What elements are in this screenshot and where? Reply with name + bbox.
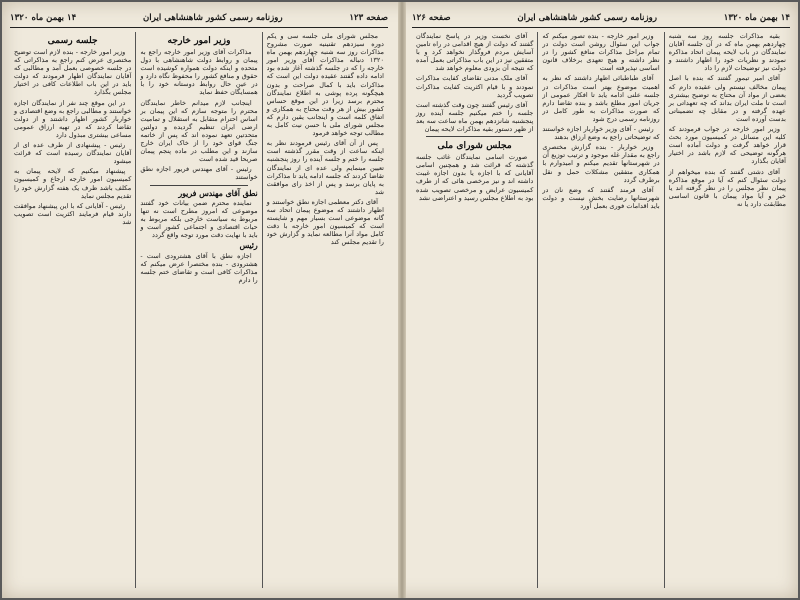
paragraph: بقیه مذاکرات جلسه روز سه شنبه چهاردهم بهمن ماه که در آن جلسه آقایان نمایندگان در باب لایحه پیمان اتحاد مذاکره نمودند و نظریات خود را اظهار داشتند و دولت نیز توضیحات لازم را داد — [668, 32, 786, 73]
section-heading: وزیر امور خارجه — [167, 35, 231, 46]
paragraph: رئیس - آقایانی که با این پیشنهاد موافقت دارند قیام فرمایند اکثریت است تصویب شد — [14, 201, 132, 226]
divider — [150, 185, 247, 186]
paragraph: وزیر امور خارجه - بنده لازم است توضیح مختصری عرض کنم راجع به مذاکراتی که در جلسه خصوصی بعمل آمد و مطالبی که آقایان نمایندگان اظهار فرمودند که دولت باید در این باب اطلاعات کافی در اختیار مجلس بگذارد — [14, 48, 132, 97]
paragraph: در این موقع چند نفر از نمایندگان اجازه خواستند و مطالبی راجع به وضع اقتصادی و خواربار کشور اظهار داشتند و از دولت تقاضا کردند که در تهیه ارزاق عمومی مساعی بیشتری مبذول دارد — [14, 98, 132, 139]
left-column-1 — [262, 32, 388, 588]
paragraph: آقای نخست وزیر در پاسخ نمایندگان گفتند که دولت از هیچ اقدامی در راه تامین آسایش مردم فروگذار نخواهد کرد و با متفقین نیز در این باب مذاکراتی بعمل آمده که نتیجه آن بزودی معلوم خواهد شد — [416, 32, 534, 73]
paragraph: رئیس - آقای وزیر خواربار اجازه خواستند که توضیحاتی راجع به وضع ارزاق بدهند — [542, 125, 660, 142]
sub-heading: رئیس — [239, 241, 258, 251]
right-columns — [412, 32, 790, 588]
right-header-date: ۱۴ بهمن ماه ۱۳۲۰ — [723, 12, 790, 23]
left-running-head — [10, 10, 388, 28]
paragraph: اینجانب لازم میدانم خاطر نمایندگان محترم را متوجه سازم که این پیمان بر اساس احترام متقابل به استقلال و تمامیت ارضی ایران تنظیم گردیده و دولتین متحدتین تعهد نموده اند که پس از خاتمه جنگ قوای خود را از خاک ایران خارج سازند و این مطلب در ماده پنجم پیمان صریحا قید شده است — [140, 98, 258, 164]
paragraph: آقای امیر تیمور گفتند که بنده با اصل پیمان مخالف نیستم ولی عقیده دارم که بعضی از مواد آن محتاج به توضیح بیشتری است تا ملت ایران بداند که چه تعهداتی بر عهده گرفته و در مقابل چه تضمیناتی بدست آورده است — [668, 74, 786, 123]
paragraph: مذاکرات آقای وزیر امور خارجه راجع به پیمان و روابط دولت شاهنشاهی با دول متحده و اینکه دولت همواره کوشیده است حقوق و منافع کشور را محفوظ نگاه دارد و در عین حال روابط دوستانه خود را با همسایگان حفظ نماید — [140, 48, 258, 97]
sub-heading: نطق آقای مهندس فریور — [178, 188, 258, 198]
left-header-title: روزنامه رسمی کشور شاهنشاهی ایران — [143, 12, 283, 23]
paragraph: رئیس - آقای مهندس فریور اجازه نطق خواستند — [140, 165, 258, 182]
paragraph: پس از آن آقای رئیس فرمودند نظر به اینکه ساعت از وقت مقرر گذشته است جلسه را ختم و جلسه آینده را روز پنجشنبه تعیین مینمایم ولی عده ای از نمایندگان تقاضا کردند که جلسه ادامه یابد تا مذاکرات به پایان برسد و پس از اخذ رای موافقت شد — [266, 139, 384, 196]
left-header-date: ۱۴ بهمن ماه ۱۳۲۰ — [10, 12, 77, 23]
paragraph: وزیر امور خارجه - بنده تصور میکنم که جواب این سئوال روشن است دولت در تمام مراحل مذاکرات منافع کشور را در نظر داشته و هیچ تعهدی برخلاف قانون اساسی نپذیرفته است — [542, 32, 660, 73]
right-page-number: صفحه ۱۲۶ — [412, 12, 451, 23]
left-page — [2, 2, 396, 598]
newspaper-spread — [2, 2, 798, 598]
paragraph: نماینده محترم ضمن بیانات خود گفتند موضوعی که امروز مطرح است نه تنها مربوط به سیاست خارجی بلکه مربوط به حیات اقتصادی و اجتماعی کشور است و باید با نهایت دقت مورد توجه واقع گردد — [140, 199, 258, 240]
left-column-2 — [135, 32, 261, 588]
right-header-title: روزنامه رسمی کشور شاهنشاهی ایران — [517, 12, 657, 23]
paragraph: آقای طباطبائی اظهار داشتند که نظر به اهمیت موضوع بهتر است مذاکرات در جلسه علنی ادامه یابد تا افکار عمومی از جریان امور مطلع باشد و بنده تقاضا دارم که صورت مذاکرات به طور کامل در روزنامه رسمی درج شود — [542, 74, 660, 123]
paragraph: مجلس شورای ملی جلسه سی و یکم دوره سیزدهم تقنینیه صورت مشروح مذاکرات روز سه شنبه چهاردهم بهمن ماه ۱۳۲۰ دنباله مذاکرات آقای وزیر امور خارجه را که در جلسه گذشته آغاز شده بود ادامه داده گفتند عقیده دولت این است که مذاکرات باید با کمال صراحت و بدون هیچگونه پرده پوشی به اطلاع نمایندگان محترم برسد زیرا در این موقع حساس کشور بیش از هر وقت محتاج به همکاری و اتفاق کلمه است و اینجانب یقین دارم که مجلس شورای ملی با حسن نیت کامل به مطالب توجه خواهد فرمود — [266, 32, 384, 138]
paragraph: آقای فرمند گفتند که وضع نان در شهرستانها رضایت بخش نیست و دولت باید اقدامات فوری بعمل آورد — [542, 185, 660, 210]
divider — [426, 136, 523, 137]
right-column-2 — [537, 32, 663, 588]
right-column-1 — [664, 32, 790, 588]
section-heading: جلسه رسمی — [47, 35, 98, 46]
paragraph: رئیس - پیشنهادی از طرف عده ای از آقایان نمایندگان رسیده است که قرائت میشود — [14, 141, 132, 166]
section-heading: مجلس شورای ملی — [437, 140, 512, 152]
paragraph: وزیر امور خارجه در جواب فرمودند که کلیه این مسائل در کمیسیون مورد بحث قرار خواهد گرفت و دولت آماده است هرگونه توضیحی که لازم باشد در اختیار آقایان بگذارد — [668, 125, 786, 166]
right-running-head — [412, 10, 790, 28]
left-columns — [10, 32, 388, 588]
paragraph: آقای دشتی گفتند که بنده میخواهم از دولت سئوال کنم که آیا در موقع مذاکره پیمان نظر مجلس را در نظر گرفته اند یا خیر و آیا مواد پیمان با قانون اساسی مطابقت دارد یا نه — [668, 167, 786, 208]
paragraph: صورت اسامی نمایندگان غائب جلسه گذشته که قرائت شد و همچنین اسامی آقایانی که با اجازه یا بدون اجازه غیبت داشته اند و نیز مرخصی هائی که از طرف کمیسیون عرایض و مرخصی تصویب شده بود به اطلاع مجلس رسید و اعتراضی نشد — [416, 153, 534, 202]
paragraph: اجازه نطق با آقای هشترودی است - هشترودی - بنده مختصرا عرض میکنم که مذاکرات کافی است و تقاضای ختم جلسه را دارم — [140, 251, 258, 285]
right-column-3 — [412, 32, 537, 588]
paragraph: آقای رئیس گفتند چون وقت گذشته است جلسه را ختم میکنیم جلسه آینده روز پنجشنبه شانزدهم بهمن ماه ساعت سه بعد از ظهر دستور بقیه مذاکرات لایحه پیمان — [416, 100, 534, 134]
paragraph: آقای ملک مدنی تقاضای کفایت مذاکرات نمودند و با قیام اکثریت کفایت مذاکرات تصویب گردید — [416, 74, 534, 99]
right-page — [404, 2, 798, 598]
left-column-3 — [10, 32, 135, 588]
left-page-number: صفحه ۱۲۳ — [349, 12, 388, 23]
paragraph: پیشنهاد میکنیم که لایحه پیمان به کمیسیون امور خارجه ارجاع و کمیسیون مکلف باشد ظرف یک هفته گزارش خود را تقدیم مجلس نماید — [14, 167, 132, 200]
paragraph: وزیر خواربار - بنده گزارش مختصری راجع به مقدار غله موجود و ترتیب توزیع آن در شهرستانها تقدیم میکنم و امیدوارم با همکاری متفقین مشکلات حمل و نقل برطرف گردد — [542, 143, 660, 184]
paragraph: آقای دکتر معظمی اجازه نطق خواستند و اظهار داشتند که موضوع پیمان اتحاد سه گانه موضوعی است بسیار مهم و شایسته است که کمیسیون امور خارجه با دقت کامل مواد آنرا مطالعه نماید و گزارش خود را تقدیم مجلس کند — [266, 197, 384, 247]
